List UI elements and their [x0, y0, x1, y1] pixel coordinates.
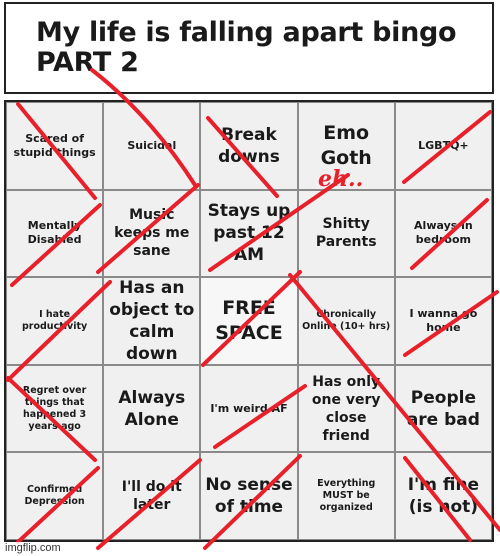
bingo-cell[interactable]: Shitty Parents: [298, 190, 395, 278]
bingo-cell[interactable]: Has only one very close friend: [298, 365, 395, 453]
bingo-cell[interactable]: No sense of time: [200, 452, 297, 540]
bingo-cell[interactable]: Mentally Disabled: [6, 190, 103, 278]
handwritten-annotation: eh..: [318, 166, 364, 192]
bingo-cell[interactable]: Emo Goth: [298, 102, 395, 190]
bingo-cell[interactable]: Stays up past 12 AM: [200, 190, 297, 278]
free-space-cell[interactable]: FREE SPACE: [200, 277, 297, 365]
page-title: [36, 18, 456, 78]
bingo-cell[interactable]: Chronically Online (10+ hrs): [298, 277, 395, 365]
bingo-cell[interactable]: Always Alone: [103, 365, 200, 453]
bingo-cell[interactable]: Everything MUST be organized: [298, 452, 395, 540]
bingo-cell[interactable]: Has an object to calm down: [103, 277, 200, 365]
title-line-1: My life is falling apart bingo: [36, 17, 457, 48]
bingo-cell[interactable]: Always in bedroom: [395, 190, 492, 278]
bingo-cell[interactable]: I hate productivity: [6, 277, 103, 365]
bingo-cell[interactable]: Regret over things that happened 3 years ago: [6, 365, 103, 453]
bingo-cell[interactable]: LGBTQ+: [395, 102, 492, 190]
bingo-cell[interactable]: Break downs: [200, 102, 297, 190]
bingo-grid: [4, 100, 494, 542]
title-line-2: PART 2: [36, 47, 139, 78]
bingo-cell[interactable]: Confirmed Depression: [6, 452, 103, 540]
watermark: imgflip.com: [2, 542, 64, 554]
bingo-cell[interactable]: I'm weird AF: [200, 365, 297, 453]
bingo-cell[interactable]: People are bad: [395, 365, 492, 453]
bingo-cell[interactable]: Scared of stupid things: [6, 102, 103, 190]
bingo-cell[interactable]: I wanna go home: [395, 277, 492, 365]
bingo-cell[interactable]: Suicidal: [103, 102, 200, 190]
bingo-cell[interactable]: I'm fine (is not): [395, 452, 492, 540]
title-banner: [4, 2, 494, 94]
bingo-cell[interactable]: Music keeps me sane: [103, 190, 200, 278]
bingo-cell[interactable]: I'll do it later: [103, 452, 200, 540]
